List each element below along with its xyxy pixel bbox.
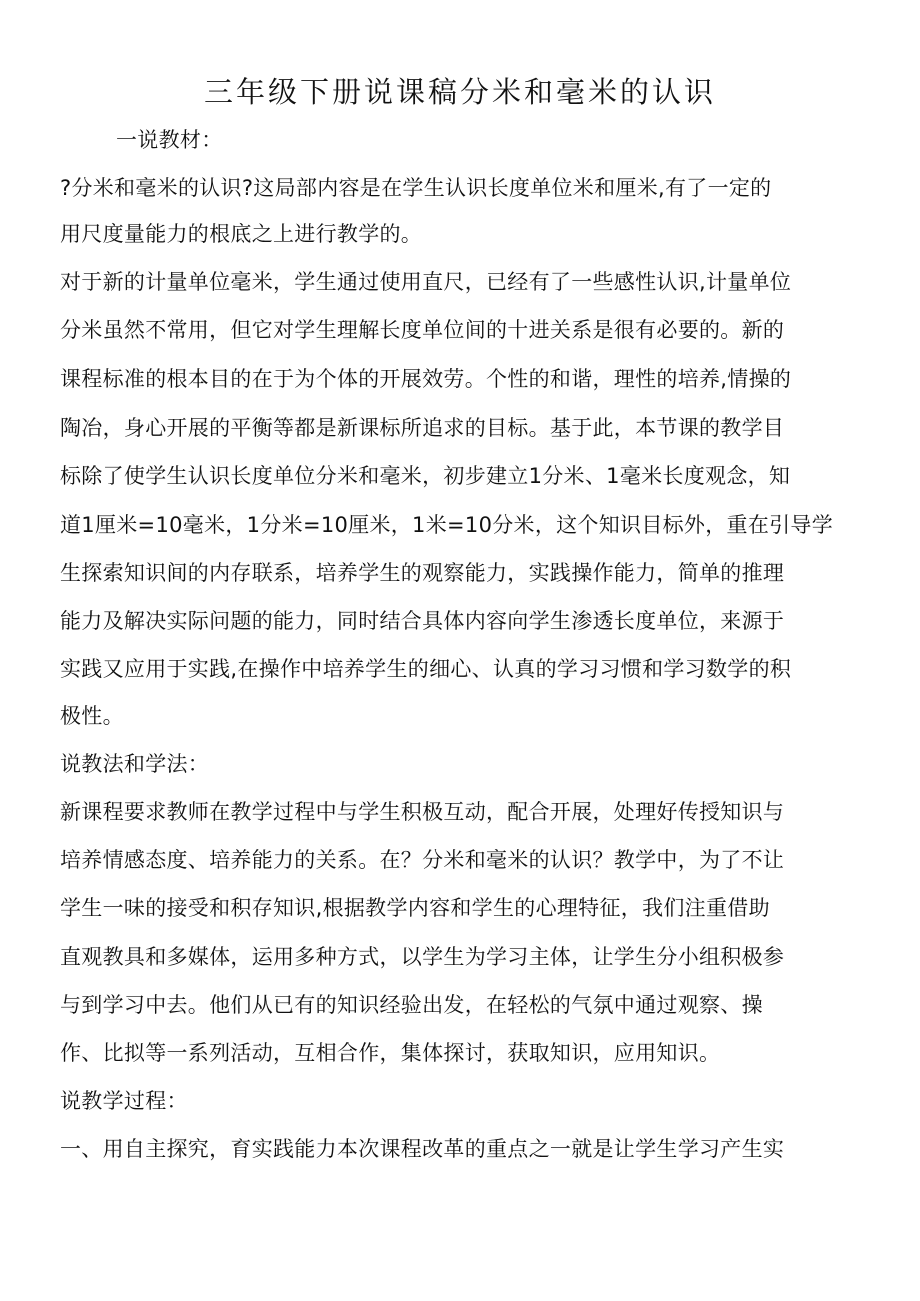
paragraph-line: 直观教具和多媒体，运用多种方式，以学生为学习主体，让学生分小组积极参 [60,945,785,969]
paragraph-line: 陶冶，身心开展的平衡等都是新课标所追求的目标。基于此，本节课的教学目 [60,416,785,440]
document-title: 三年级下册说课稿分米和毫米的认识 [203,75,716,109]
paragraph-line: 极性。 [60,704,124,728]
paragraph-line: 对于新的计量单位毫米，学生通过使用直尺，已经有了一些感性认识,计量单位 [60,270,792,294]
section-heading-teaching-material: 一说教材： [116,128,223,152]
paragraph-line: 能力及解决实际问题的能力，同时结合具体内容向学生渗透长度单位，来源于 [60,609,785,633]
paragraph-line: 学生一味的接受和积存知识,根据教学内容和学生的心理特征，我们注重借助 [60,896,770,920]
paragraph-line: 培养情感态度、培养能力的关系。在？分米和毫米的认识？教学中，为了不让 [60,848,785,872]
paragraph-line: 一、用自主探究，育实践能力本次课程改革的重点之一就是让学生学习产生实 [60,1137,785,1161]
paragraph-line: 道1厘米=10毫米，1分米=10厘米，1米=10分米，这个知识目标外，重在引导学 [60,513,834,537]
section-heading-methods: 说教法和学法： [60,752,210,776]
paragraph-line: 用尺度量能力的根底之上进行教学的。 [60,222,423,246]
paragraph-line: 与到学习中去。他们从已有的知识经验出发，在轻松的气氛中通过观察、操 [60,993,763,1017]
paragraph-line: 分米虽然不常用，但它对学生理解长度单位间的十进关系是很有必要的。新的 [60,318,785,342]
paragraph-line: 新课程要求教师在教学过程中与学生积极互动，配合开展，处理好传授知识与 [60,800,785,824]
section-heading-process: 说教学过程： [60,1089,188,1113]
paragraph-line: 实践又应用于实践,在操作中培养学生的细心、认真的学习习惯和学习数学的积 [60,657,792,681]
paragraph-line: 作、比拟等一系列活动，互相合作，集体探讨，获取知识，应用知识。 [60,1041,721,1065]
paragraph-line: ?分米和毫米的认识?这局部内容是在学生认识长度单位米和厘米,有了一定的 [60,176,772,200]
paragraph-line: 生探索知识间的内存联系，培养学生的观察能力，实践操作能力，简单的推理 [60,561,785,585]
paragraph-line: 标除了使学生认识长度单位分米和毫米，初步建立1分米、1毫米长度观念，知 [60,464,791,488]
paragraph-line: 课程标准的根本目的在于为个体的开展效劳。个性的和谐，理性的培养,情操的 [60,367,792,391]
